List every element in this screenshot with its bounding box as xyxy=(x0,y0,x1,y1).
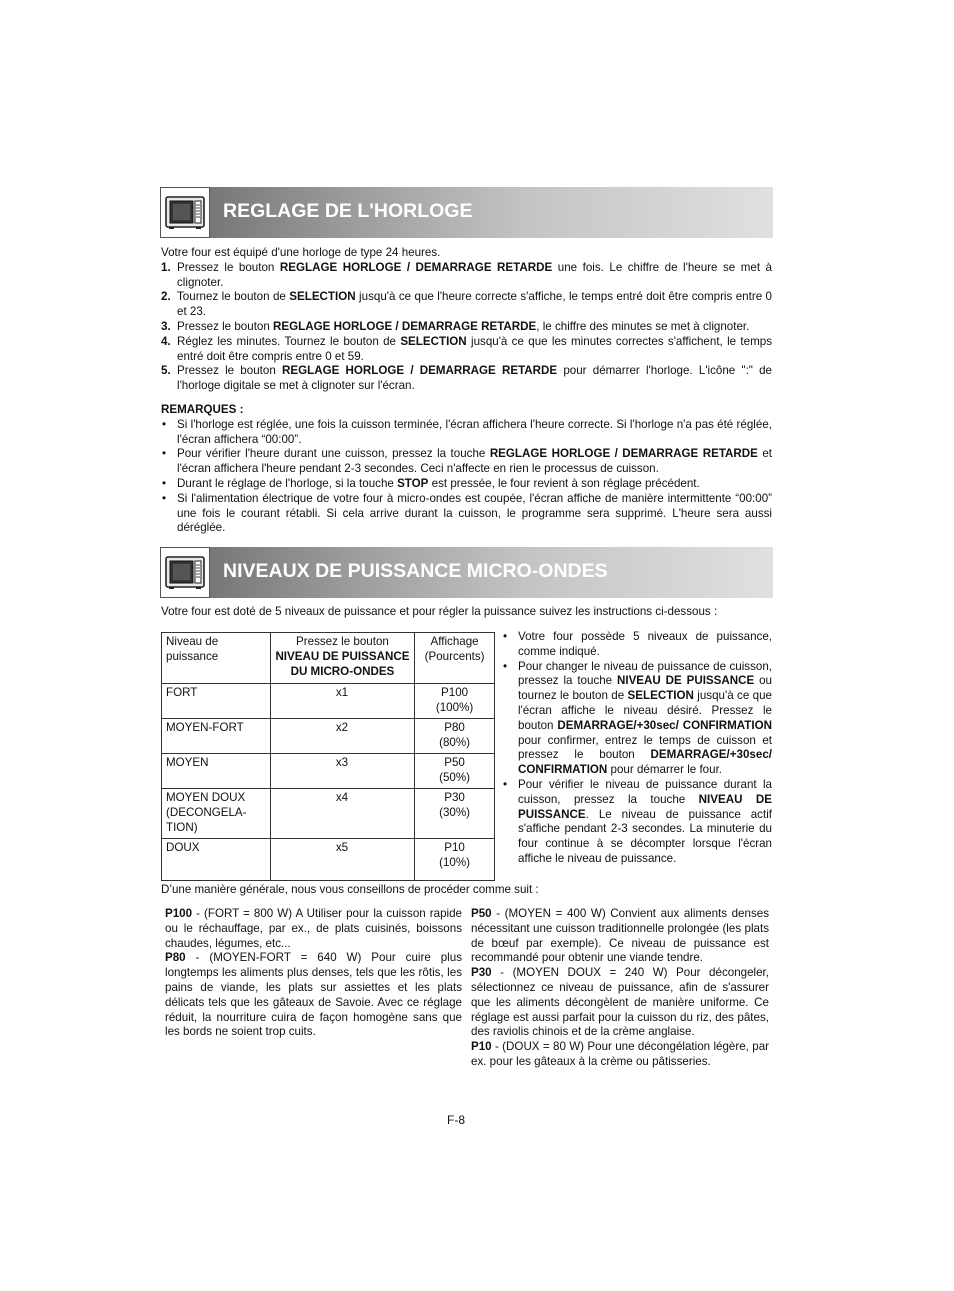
list-item: • Pour changer le niveau de puissance de cuisson, pressez la touche NIVEAU DE PUISSANCE ou tournez le bouton de SELECTION jusqu'à ce que l'écran affiche le niveau désiré. Pressez le bouton DEMARRAGE/+30sec/ CONFIRMATION pour confirmer, entrez le temps de cuisson et pressez le bouton DEMARRAGE/+30sec/ CONFIRMATION pour démarrer le four. xyxy=(502,660,772,778)
table-row xyxy=(162,754,495,789)
power-intro: Votre four est doté de 5 niveaux de puissance et pour régler la puissance suivez les instructions ci-dessous : xyxy=(161,605,718,618)
section-title: REGLAGE DE L'HORLOGE xyxy=(223,200,473,222)
table-cell: P50 (50%) xyxy=(415,754,495,789)
table-cell: x1 xyxy=(270,684,414,719)
table-row xyxy=(162,719,495,754)
list-item: • Pour vérifier l'heure durant une cuisson, pressez la touche REGLAGE HORLOGE / DEMARRAGE RETARDE et l'écran affichera l'heure pendant 2-3 secondes. Ceci n'affecte en rien le processus de cuisson. xyxy=(161,447,772,477)
table-header-cell: Pressez le bouton NIVEAU DE PUISSANCE DU MICRO-ONDES xyxy=(270,633,414,684)
advice-left-column xyxy=(165,907,462,1040)
power-bullets-list xyxy=(502,630,772,867)
list-item: 1. Pressez le bouton REGLAGE HORLOGE / DEMARRAGE RETARDE une fois. Le chiffre de l'heure se met à clignoter. xyxy=(161,260,773,289)
table-cell: MOYEN-FORT xyxy=(162,719,271,754)
table-cell: P30 (30%) xyxy=(415,789,495,839)
list-item: • Votre four possède 5 niveaux de puissance, comme indiqué. xyxy=(502,630,772,660)
table-header-row xyxy=(162,633,495,684)
advice-paragraph: P30 - (MOYEN DOUX = 240 W) Pour décongeler, sélectionnez ce niveau de puissance, afin de s'assurer que les aliments décongèlent de manière uniforme. Ce réglage est aussi parfait pour la cuisson du riz, des pâtes, des raviolis chinois et de la crème anglaise. xyxy=(471,966,769,1039)
list-item: • Si l'alimentation électrique de votre four à micro-ondes est coupée, l'écran affiche de manière intermittente “00:00” une fois le courant rétabli. Si cela arrive durant la cuisson, le programme sera supprimé. L'heure sera aussi déréglée. xyxy=(161,492,772,536)
list-item: 4. Réglez les minutes. Tournez le bouton de SELECTION jusqu'à ce que les minutes correctes s'affichent, le temps entré doit être compris entre 0 et 59. xyxy=(161,334,772,363)
list-item: 5. Pressez le bouton REGLAGE HORLOGE / DEMARRAGE RETARDE pour démarrer l'horloge. L'icône ":" de l'horloge digitale se met à clignoter sur l'écran. xyxy=(161,364,773,393)
remarks-title: REMARQUES : xyxy=(161,402,244,416)
table-row xyxy=(162,839,495,881)
table-cell: P100 (100%) xyxy=(415,684,495,719)
list-item: • Si l'horloge est réglée, une fois la cuisson terminée, l'écran affichera l'heure correcte. Si l'horloge n'a pas été réglée, l'écran affichera “00:00”. xyxy=(161,418,772,448)
section-banner-power xyxy=(160,547,773,598)
table-cell: MOYEN DOUX (DECONGELA-TION) xyxy=(162,789,271,839)
table-cell: FORT xyxy=(162,684,271,719)
table-header-cell: Affichage (Pourcents) xyxy=(415,633,495,684)
table-cell: x2 xyxy=(270,719,414,754)
page-number: F-8 xyxy=(447,1113,465,1127)
advice-paragraph: P10 - (DOUX = 80 W) Pour une décongélation légère, par ex. pour les gâteaux à la crème ou pâtisseries. xyxy=(471,1040,769,1068)
clock-section-body xyxy=(161,246,772,536)
list-item: • Durant le réglage de l'horloge, si la touche STOP est pressée, le four revient à son réglage précédent. xyxy=(161,477,772,492)
table-cell: P80 (80%) xyxy=(415,719,495,754)
list-item: • Pour vérifier le niveau de puissance durant la cuisson, pressez la touche NIVEAU DE PUISSANCE. Le niveau de puissance actif s'affiche pendant 2-3 secondes. La minuterie du four continue à se décompter lorsque l'écran affiche le niveau de puissance. xyxy=(502,778,772,867)
section-title: NIVEAUX DE PUISSANCE MICRO-ONDES xyxy=(223,560,608,582)
table-row xyxy=(162,684,495,719)
advice-paragraph: P100 - (FORT = 800 W) A Utiliser pour la cuisson rapide ou le réchauffage, par ex., de plats cuisinés, boissons chaudes, légumes, etc... xyxy=(165,907,462,950)
table-cell: x5 xyxy=(270,839,414,881)
table-row xyxy=(162,789,495,839)
table-cell: x4 xyxy=(270,789,414,839)
list-item: 3. Pressez le bouton REGLAGE HORLOGE / DEMARRAGE RETARDE, le chiffre des minutes se met à clignoter. xyxy=(161,319,750,333)
table-header-cell: Niveau de puissance xyxy=(162,633,271,684)
clock-steps-list xyxy=(161,261,772,394)
advice-intro: D’une manière générale, nous vous conseillons de procéder comme suit : xyxy=(161,883,539,896)
section-banner-clock xyxy=(160,187,773,238)
power-level-table xyxy=(161,632,495,881)
advice-right-column xyxy=(471,907,769,1070)
advice-paragraph: P80 - (MOYEN-FORT = 640 W) Pour cuire plus longtemps les aliments plus denses, tels que les rôtis, les pains de viande, les plats sur assiettes et les plats délicats tels que les gâteaux de Savoie. Avec ce réglage réduit, la nourriture cuira de façon homogène sans que les bords ne soient trop cuits. xyxy=(165,951,462,1039)
microwave-icon xyxy=(160,547,210,598)
table-cell: x3 xyxy=(270,754,414,789)
advice-paragraph: P50 - (MOYEN = 400 W) Convient aux aliments denses nécessitant une cuisson traditionnelle prolongée (les plats de bœuf par exemple). Ce niveau de puissance est recommandé pour obtenir une viande tendre. xyxy=(471,907,769,965)
table-cell: P10 (10%) xyxy=(415,839,495,881)
table-cell: MOYEN xyxy=(162,754,271,789)
clock-intro: Votre four est équipé d'une horloge de type 24 heures. xyxy=(161,246,441,259)
remarks-list xyxy=(161,418,772,536)
table-cell: DOUX xyxy=(162,839,271,881)
list-item: 2. Tournez le bouton de SELECTION jusqu'à ce que l'heure correcte s'affiche, le temps entré doit être compris entre 0 et 23. xyxy=(161,290,773,319)
microwave-icon xyxy=(160,187,210,238)
